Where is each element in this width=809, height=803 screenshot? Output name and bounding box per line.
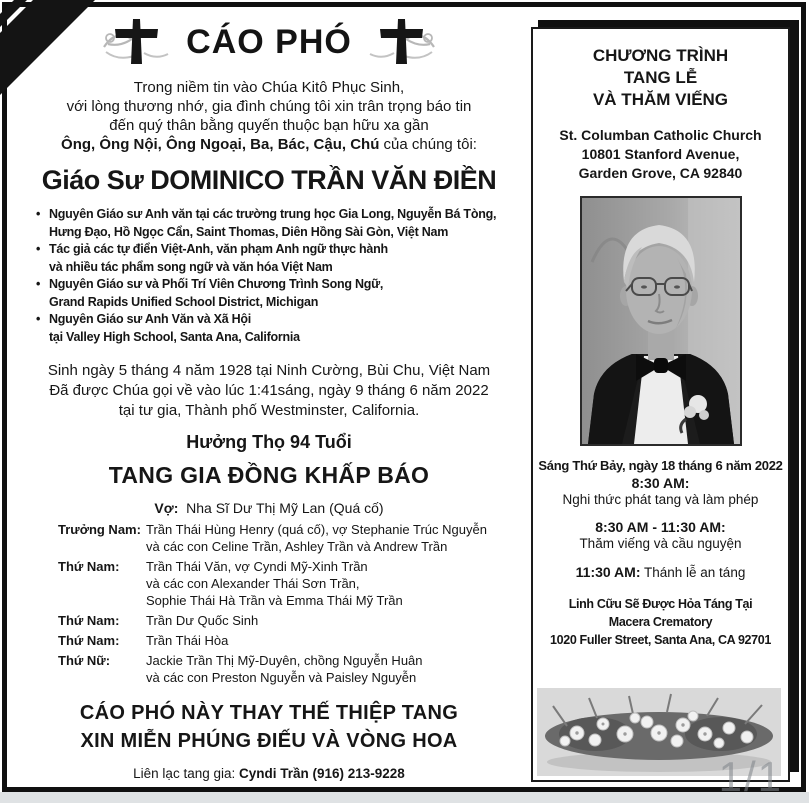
family-role-label: Trưởng Nam: [58, 522, 141, 537]
wife-label: Vợ: [154, 500, 179, 516]
life-line: Đã được Chúa gọi về vào lúc 1:41sáng, ngày 9 tháng 6 năm 2022 [49, 382, 489, 399]
family-role-label: Thứ Nam: [58, 613, 120, 628]
family-line: Trần Thái Hùng Henry (quá cố), vợ Stephanie Trúc Nguyễn [146, 522, 487, 537]
achievement-item [36, 276, 522, 311]
event-description: Thăm viếng và cầu nguyện [579, 536, 742, 551]
event-block [536, 475, 785, 507]
life-line: Sinh ngày 5 tháng 4 năm 1928 tại Ninh Cường, Bùi Chu, Việt Nam [47, 362, 491, 379]
intro-line: Trong niềm tin vào Chúa Kitô Phục Sinh, [133, 79, 405, 96]
intro-line-relations [16, 135, 522, 154]
contact-name-phone: Cyndi Trần (916) 213-9228 [238, 766, 405, 781]
family-row [16, 558, 522, 609]
family-line: Trần Thái Hòa [146, 633, 229, 648]
family-role-label: Thứ Nam: [58, 633, 120, 648]
family-role-label: Thứ Nữ: [58, 653, 111, 668]
deceased-portrait-photo [580, 196, 742, 446]
achievement-item [36, 241, 522, 276]
family-announcement-heading: TANG GIA ĐỒNG KHẤP BÁO [108, 462, 430, 488]
intro-line: đến quý thân bằng quyến thuộc bạn hữu xa gần [109, 117, 429, 134]
achievement-line: • Nguyên Giáo sư Anh Văn và Xã Hội [49, 312, 252, 326]
life-dates-paragraph [16, 361, 522, 421]
family-members [146, 632, 522, 649]
cremation-info [536, 595, 785, 649]
wife-line [16, 500, 522, 516]
program-heading-line: CHƯƠNG TRÌNH [592, 46, 729, 65]
event-description: Nghi thức phát tang và làm phép [562, 492, 759, 507]
contact-prefix: Liên lạc tang gia: [133, 766, 239, 781]
deceased-name: Giáo Sư DOMINICO TRẦN VĂN ĐIỀN [41, 165, 497, 195]
cross-ornament-right-icon [366, 16, 438, 68]
family-line: và các con Preston Nguyễn và Paisley Nguyễn [146, 670, 417, 685]
page-number-watermark: 1/1 [718, 753, 783, 800]
family-row [16, 632, 522, 649]
funeral-program-card [531, 20, 799, 782]
relations-tail: của chúng tôi: [379, 136, 477, 153]
family-line: Sophie Thái Hà Trần và Emma Thái Mỹ Trần [146, 593, 403, 608]
mourning-ribbon-icon [0, 0, 130, 130]
card-body [531, 27, 790, 782]
achievement-line: • Nguyên Giáo sư và Phối Trí Viên Chương Trình Song Ngữ, [49, 277, 384, 291]
life-line: tại tư gia, Thành phố Westminster, California. [118, 402, 420, 419]
service-date: Sáng Thứ Bảy, ngày 18 tháng 6 năm 2022 [538, 458, 783, 473]
achievement-line: Hưng Đạo, Hồ Ngọc Cẩn, Saint Thomas, Diên Hồng Sài Gòn, Việt Nam [49, 224, 449, 239]
event-description: Thánh lễ an táng [640, 565, 746, 580]
family-line: Trần Dư Quốc Sinh [146, 613, 259, 628]
event-block [536, 519, 785, 551]
family-line: và các con Alexander Thái Sơn Trần, [146, 576, 360, 591]
church-line: St. Columban Catholic Church [559, 127, 762, 143]
cremation-line: 1020 Fuller Street, Santa Ana, CA 92701 [550, 633, 771, 647]
family-line: Trần Thái Văn, vợ Cyndi Mỹ-Xinh Trần [146, 559, 368, 574]
notice-line: XIN MIỄN PHÚNG ĐIẾU VÀ VÒNG HOA [80, 730, 458, 752]
church-address [536, 126, 785, 183]
event-block [536, 564, 785, 580]
family-members [146, 558, 522, 609]
intro-line: với lòng thương nhớ, gia đình chúng tôi xin trân trọng báo tin [66, 98, 472, 115]
church-line: Garden Grove, CA 92840 [578, 165, 743, 181]
achievement-line: và nhiều tác phẩm song ngữ và văn hóa Việt Nam [49, 259, 333, 274]
relations-bold: Ông, Ông Nội, Ông Ngoại, Ba, Bác, Cậu, Chú [61, 136, 380, 153]
family-line: Jackie Trần Thị Mỹ-Duyên, chồng Nguyễn Huân [146, 653, 423, 668]
program-heading-line: TANG LỄ [623, 68, 698, 87]
achievements-list [36, 206, 522, 346]
event-time: 8:30 AM - 11:30 AM: [595, 519, 726, 535]
family-members [146, 612, 522, 629]
family-members [146, 652, 522, 686]
achievement-line: Grand Rapids Unified School District, Michigan [49, 294, 319, 309]
event-time: 8:30 AM: [631, 475, 690, 491]
achievement-line: • Tác giả các tự điển Việt-Anh, văn phạm Anh ngữ thực hành [49, 242, 388, 256]
program-heading-line: VÀ THĂM VIẾNG [592, 90, 729, 109]
family-row [16, 612, 522, 629]
age-line: Hưởng Thọ 94 Tuổi [186, 432, 352, 452]
wife-value: Nha Sĩ Dư Thị Mỹ Lan (Quá cố) [178, 500, 384, 516]
family-list [16, 521, 522, 686]
event-time: 11:30 AM: [575, 564, 641, 580]
cremation-line: Macera Crematory [608, 615, 713, 629]
no-flowers-notice [16, 699, 522, 755]
program-heading [536, 45, 785, 111]
cremation-line: Linh Cữu Sẽ Được Hỏa Táng Tại [568, 597, 753, 611]
notice-line: CÁO PHÓ NÀY THAY THẾ THIỆP TANG [79, 702, 459, 724]
achievement-line: tại Valley High School, Santa Ana, California [49, 329, 300, 344]
contact-line [16, 766, 522, 781]
scan-edge-strip [0, 792, 809, 803]
family-members [146, 521, 522, 555]
achievement-line: • Nguyên Giáo sư Anh văn tại các trường trung học Gia Long, Nguyễn Bá Tòng, [49, 207, 497, 221]
family-line: và các con Celine Trần, Ashley Trần và Andrew Trần [146, 539, 448, 554]
achievement-item [36, 311, 522, 346]
church-line: 10801 Stanford Avenue, [581, 146, 740, 162]
family-row [16, 521, 522, 555]
family-role-label: Thứ Nam: [58, 559, 120, 574]
family-row [16, 652, 522, 686]
page-title: CÁO PHÓ [186, 22, 352, 61]
achievement-item [36, 206, 522, 241]
